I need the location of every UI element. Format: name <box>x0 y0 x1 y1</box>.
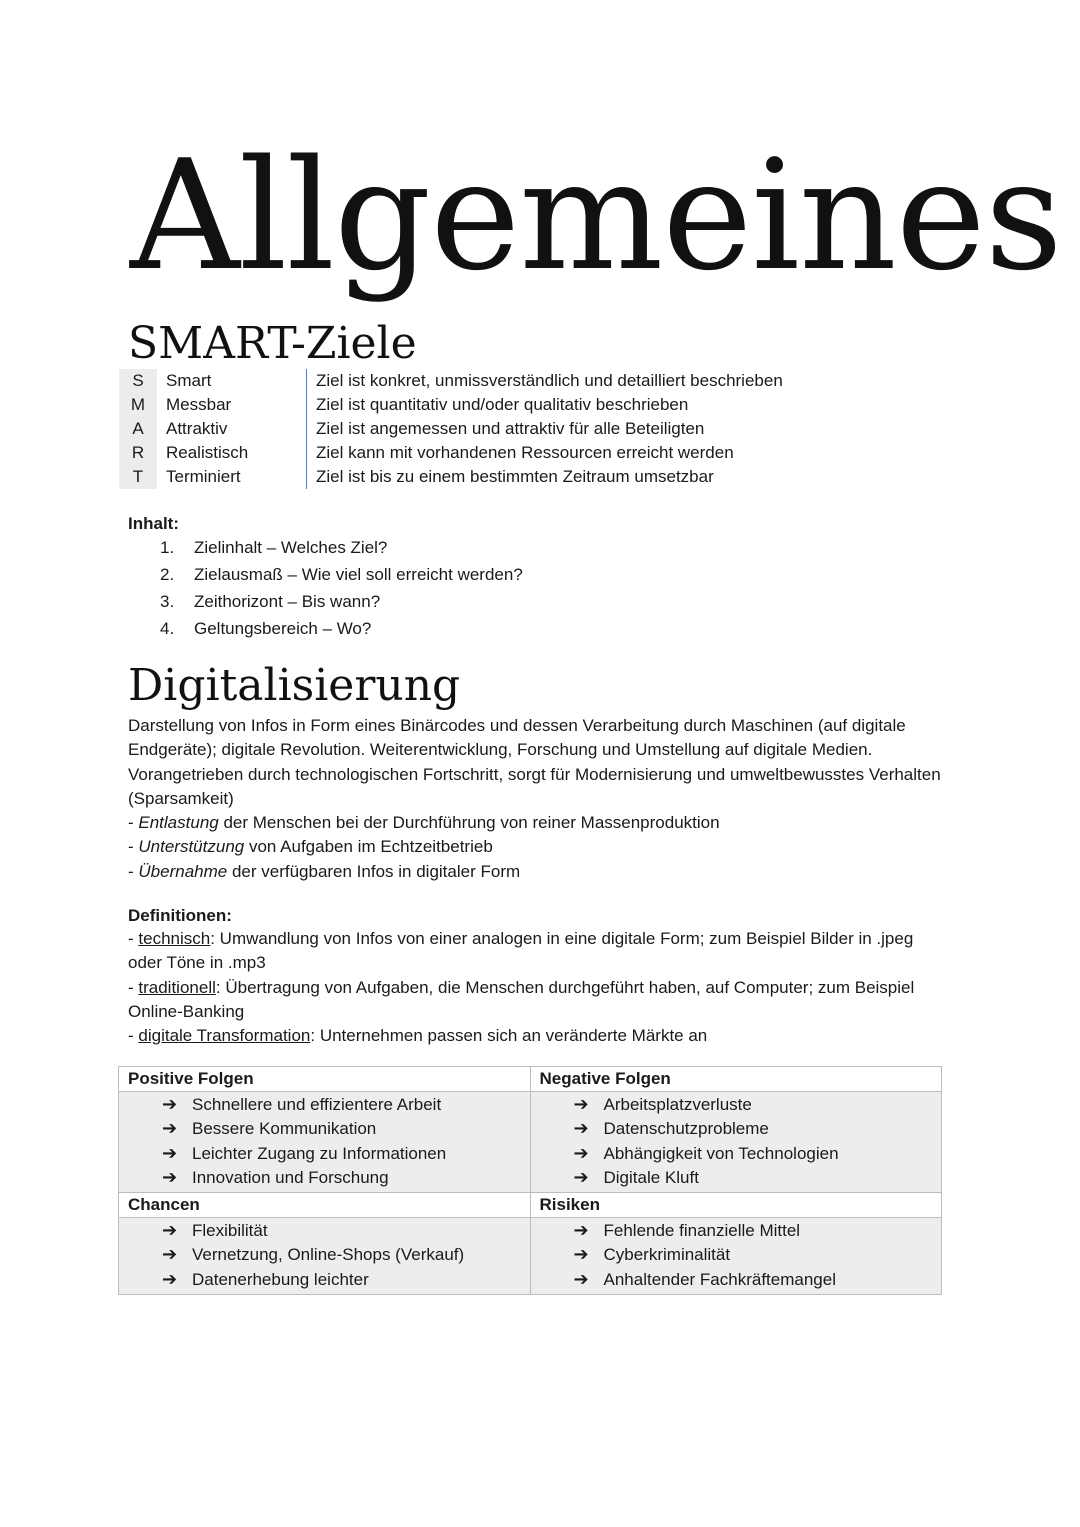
list-item <box>162 1166 530 1190</box>
list-item <box>160 588 523 615</box>
smart-description: Ziel ist bis zu einem bestimmten Zeitraum umsetzbar <box>307 465 783 489</box>
smart-table <box>119 369 783 489</box>
chancen-header: Chancen <box>119 1193 531 1218</box>
table-row <box>119 1218 942 1295</box>
smart-letter: T <box>119 465 157 489</box>
smart-word: Messbar <box>166 395 232 414</box>
list-item <box>574 1243 942 1267</box>
content-label: Inhalt: <box>128 514 179 533</box>
bullet-dash: - <box>128 861 139 881</box>
digitalisierung-body <box>128 714 948 884</box>
table-header-row <box>119 1067 942 1092</box>
smart-row <box>119 393 783 417</box>
risiken-list <box>540 1219 942 1292</box>
list-item <box>574 1093 942 1117</box>
content-list <box>160 534 523 642</box>
positive-header: Positive Folgen <box>119 1067 531 1092</box>
definition-text: : Übertragung von Aufgaben, die Menschen durchgeführt haben, auf Computer; zum Beispiel Online-Banking <box>128 977 915 1021</box>
list-text: Fehlende finanzielle Mittel <box>603 1221 801 1241</box>
bullet-text: von Aufgaben im Echtzeitbetrieb <box>244 837 493 857</box>
list-text: Zeithorizont – Bis wann? <box>194 592 381 611</box>
list-item <box>162 1093 530 1117</box>
definitions-body <box>128 927 948 1048</box>
list-text: Geltungsbereich – Wo? <box>194 619 372 638</box>
list-number: 4. <box>160 619 175 638</box>
bullet-term: Unterstützung <box>138 837 245 857</box>
arrow-right-icon: ➔ <box>573 1268 589 1290</box>
list-number: 3. <box>160 592 175 611</box>
smart-description: Ziel ist quantitativ und/oder qualitativ beschrieben <box>307 393 783 417</box>
smart-row <box>119 465 783 489</box>
arrow-right-icon: ➔ <box>573 1118 589 1140</box>
list-text: Abhängigkeit von Technologien <box>603 1143 839 1163</box>
risiken-cell <box>530 1218 942 1295</box>
definition-term: traditionell <box>138 977 216 997</box>
list-text: Innovation und Forschung <box>192 1167 389 1187</box>
digitalisierung-heading: Digitalisierung <box>128 660 461 711</box>
bullet-dash: - <box>128 1026 139 1046</box>
list-item <box>574 1142 942 1166</box>
intro-paragraph: Darstellung von Infos in Form eines Binärcodes und dessen Verarbeitung durch Maschinen (auf digitale Endgeräte); digitale Revolution. Weiterentwicklung, Forschung und Umstellung auf digitale Medien. Vorangetrieben durch technologischen Fortschritt, sorgt für Modernisierung und umweltbewusstes Verhalten (Sparsamkeit) <box>128 716 941 808</box>
arrow-right-icon: ➔ <box>162 1118 178 1140</box>
bullet-term: Übernahme <box>138 861 228 881</box>
table-header-row <box>119 1193 942 1218</box>
arrow-right-icon: ➔ <box>573 1244 589 1266</box>
smart-row <box>119 369 783 393</box>
list-text: Leichter Zugang zu Informationen <box>192 1143 447 1163</box>
definitions-label: Definitionen: <box>128 906 232 925</box>
chancen-cell <box>119 1218 531 1295</box>
bullet-point <box>128 835 948 859</box>
list-text: Arbeitsplatzverluste <box>603 1095 752 1114</box>
list-item <box>160 561 523 588</box>
smart-description: Ziel kann mit vorhandenen Ressourcen erreicht werden <box>307 441 783 465</box>
smart-row <box>119 417 783 441</box>
list-text: Anhaltender Fachkräftemangel <box>603 1269 836 1289</box>
list-text: Vernetzung, Online-Shops (Verkauf) <box>192 1245 465 1265</box>
page-title: Allgemeines <box>130 127 1062 304</box>
arrow-right-icon: ➔ <box>162 1166 178 1188</box>
smart-word: Attraktiv <box>166 419 228 438</box>
list-text: Datenerhebung leichter <box>192 1269 369 1289</box>
chancen-list <box>128 1219 530 1292</box>
table-row <box>119 1092 942 1193</box>
negative-cell <box>530 1092 942 1193</box>
consequences-table <box>118 1066 942 1295</box>
list-item <box>574 1117 942 1141</box>
list-item <box>160 615 523 642</box>
smart-word: Realistisch <box>166 443 249 462</box>
bullet-dash: - <box>128 837 139 857</box>
risiken-header: Risiken <box>530 1193 942 1218</box>
list-text: Bessere Kommunikation <box>192 1119 377 1139</box>
positive-list <box>128 1093 530 1190</box>
negative-list <box>540 1093 942 1190</box>
definition-text: : Unternehmen passen sich an veränderte Märkte an <box>310 1026 708 1046</box>
list-text: Digitale Kluft <box>603 1167 699 1187</box>
definition-item <box>128 1024 948 1048</box>
smart-letter: S <box>119 369 157 393</box>
bullet-dash: - <box>128 813 139 833</box>
definition-item <box>128 927 948 976</box>
arrow-right-icon: ➔ <box>573 1142 589 1164</box>
arrow-right-icon: ➔ <box>162 1142 178 1164</box>
list-item <box>574 1219 942 1243</box>
list-item <box>162 1117 530 1141</box>
arrow-right-icon: ➔ <box>573 1166 589 1188</box>
smart-description: Ziel ist angemessen und attraktiv für alle Beteiligten <box>307 417 783 441</box>
smart-row <box>119 441 783 465</box>
list-text: Schnellere und effizientere Arbeit <box>192 1095 442 1114</box>
list-text: Cyberkriminalität <box>603 1245 731 1265</box>
arrow-right-icon: ➔ <box>573 1220 589 1242</box>
list-text: Zielausmaß – Wie viel soll erreicht werden? <box>194 565 523 584</box>
bullet-point <box>128 860 948 884</box>
list-item <box>574 1268 942 1292</box>
smart-description: Ziel ist konkret, unmissverständlich und detailliert beschrieben <box>307 369 783 393</box>
arrow-right-icon: ➔ <box>162 1244 178 1266</box>
list-item <box>162 1142 530 1166</box>
arrow-right-icon: ➔ <box>162 1220 178 1242</box>
smart-word: Terminiert <box>166 467 241 486</box>
list-item <box>162 1243 530 1267</box>
smart-heading: SMART-Ziele <box>128 318 417 369</box>
smart-letter: R <box>119 441 157 465</box>
definition-term: digitale Transformation <box>138 1026 311 1046</box>
definition-text: : Umwandlung von Infos von einer analogen in eine digitale Form; zum Beispiel Bilder in .jpeg oder Töne in .mp3 <box>128 929 914 973</box>
list-number: 2. <box>160 565 175 584</box>
bullet-dash: - <box>128 929 139 948</box>
list-item <box>162 1268 530 1292</box>
smart-letter: A <box>119 417 157 441</box>
definition-term: technisch <box>138 929 211 948</box>
smart-word: Smart <box>166 371 212 390</box>
positive-cell <box>119 1092 531 1193</box>
bullet-text: der verfügbaren Infos in digitaler Form <box>227 861 521 881</box>
list-item <box>160 534 523 561</box>
bullet-dash: - <box>128 977 139 997</box>
arrow-right-icon: ➔ <box>573 1094 589 1115</box>
list-text: Zielinhalt – Welches Ziel? <box>194 538 388 557</box>
list-number: 1. <box>160 538 175 557</box>
bullet-term: Entlastung <box>138 813 219 833</box>
smart-letter: M <box>119 393 157 417</box>
arrow-right-icon: ➔ <box>162 1268 178 1290</box>
bullet-point <box>128 811 948 835</box>
list-item <box>574 1166 942 1190</box>
arrow-right-icon: ➔ <box>162 1094 178 1115</box>
list-item <box>162 1219 530 1243</box>
list-text: Flexibilität <box>192 1221 268 1241</box>
bullet-text: der Menschen bei der Durchführung von reiner Massenproduktion <box>218 813 720 833</box>
negative-header: Negative Folgen <box>530 1067 942 1092</box>
list-text: Datenschutzprobleme <box>603 1119 769 1139</box>
definition-item <box>128 976 948 1025</box>
